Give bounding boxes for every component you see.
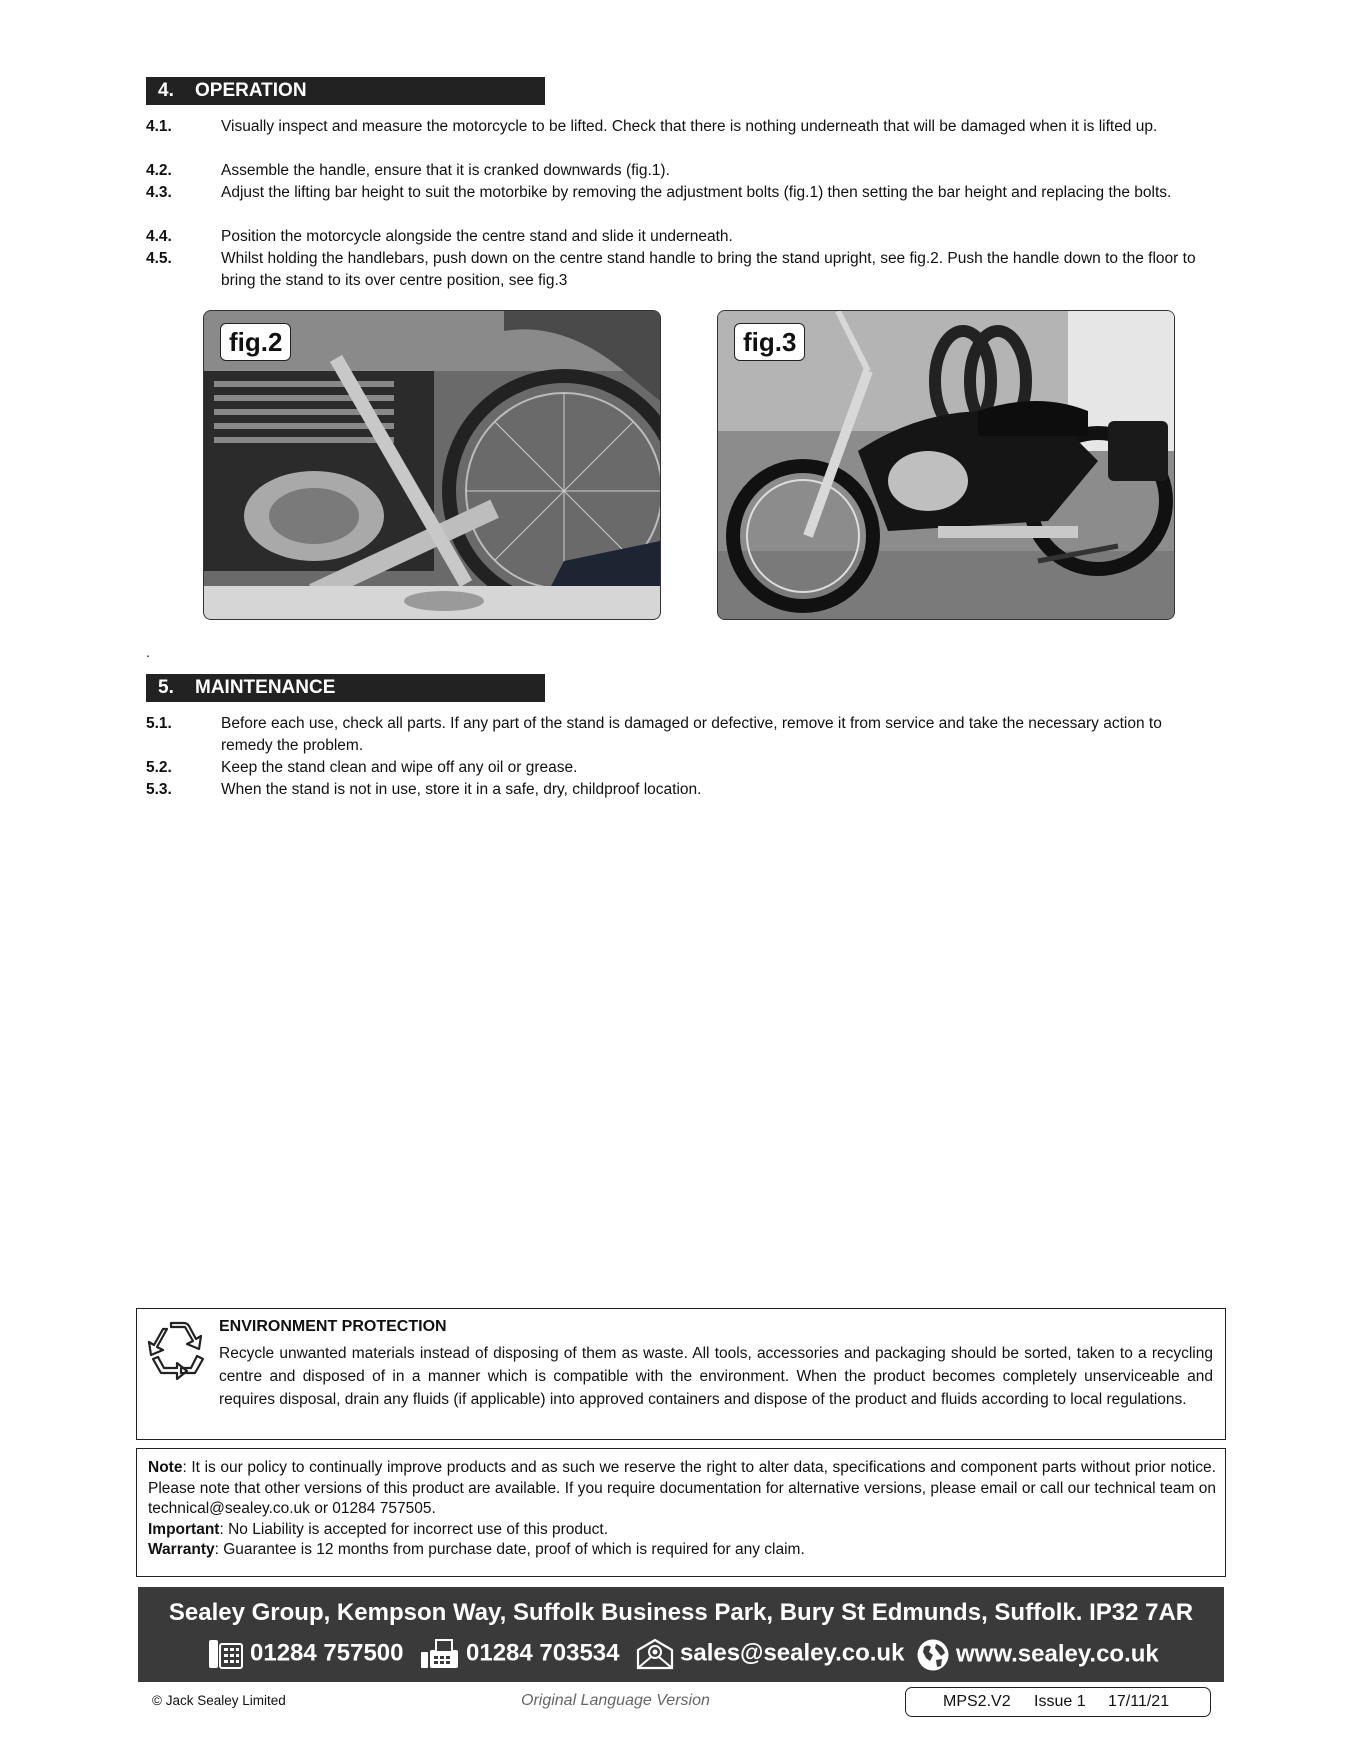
issue-number: Issue 1 [1034,1693,1086,1710]
item-text: Assemble the handle, ensure that it is cranked downwards (fig.1). [221,162,670,179]
note-label: Note [148,1459,183,1476]
copyright: © Jack Sealey Limited [152,1693,286,1708]
stray-mark: . [146,644,150,660]
item-text: Before each use, check all parts. If any part of the stand is damaged or defective, remove it from service and take the necessary action to remedy the problem. [221,715,1162,754]
figure-label: fig.2 [220,323,291,361]
figure-2-photo [203,310,661,620]
item-text: Whilst holding the handlebars, push down on the centre stand handle to bring the stand upright, see fig.2. Push the handle down to the floor to bring the stand to its over centre position, see fig.3 [221,250,1196,289]
section-number: 4. [158,80,174,101]
section-header-maintenance [146,674,545,702]
item-number: 4.3. [146,184,172,201]
warranty-text: : Guarantee is 12 months from purchase date, proof of which is required for any claim. [214,1541,805,1558]
environment-protection-box [136,1308,1226,1440]
important-label: Important [148,1520,220,1538]
item-text: Position the motorcycle alongside the centre stand and slide it underneath. [221,228,733,245]
email-icon [636,1638,674,1670]
website: www.sealey.co.uk [956,1640,1159,1668]
warranty-label: Warranty [148,1541,215,1558]
language-version: Original Language Version [521,1692,710,1709]
phone-contact [208,1638,404,1670]
item-number: 4.4. [146,228,172,245]
phone-number: 01284 757500 [250,1639,404,1667]
document-reference-box [905,1687,1211,1717]
item-number: 4.5. [146,250,172,267]
company-address: Sealey Group, Kempson Way, Suffolk Business Park, Bury St Edmunds, Suffolk. IP32 7AR [168,1599,1194,1626]
web-contact [916,1638,1159,1672]
email-address: sales@sealey.co.uk [680,1639,905,1667]
item-text: Adjust the lifting bar height to suit the motorbike by removing the adjustment bolts (fig.1) then setting the bar height and replacing the bolts. [221,184,1172,201]
section-title: MAINTENANCE [195,677,336,698]
item-number: 5.2. [146,759,172,776]
fax-number: 01284 703534 [466,1639,620,1667]
recycle-icon [147,1321,209,1383]
section-title: OPERATION [195,80,307,101]
item-number: 5.3. [146,781,172,798]
environment-text: Recycle unwanted materials instead of disposing of them as waste. All tools, accessories and packaging should be sorted, taken to a recycling centre and disposed of in a manner which is compatible with the environment. When the product becomes completely unserviceable and requires disposal, drain any fluids (if applicable) into approved containers and dispose of the product and fluids according to local regulations. [219,1345,1213,1408]
email-contact [636,1638,904,1670]
phone-icon [208,1638,244,1670]
fax-contact [420,1638,620,1670]
item-text: When the stand is not in use, store it in a safe, dry, childproof location. [221,781,702,798]
note-text: : It is our policy to continually improve products and as such we reserve the right to alter data, specifications and component parts without prior notice. Please note that other versions of this product are available. If you require documentation for alternative versions, please email or call our technical team on technical@sealey.co.uk or 01284 757505. [148,1459,1216,1517]
item-number: 4.1. [146,118,172,135]
fax-icon [420,1638,460,1670]
important-text: : No Liability is accepted for incorrect use of this product. [219,1520,609,1538]
item-text: Visually inspect and measure the motorcycle to be lifted. Check that there is nothing underneath that will be damaged when it is lifted up. [221,118,1158,135]
section-header-operation [146,77,545,105]
environment-title: ENVIRONMENT PROTECTION [219,1318,447,1335]
figure-3-photo [717,310,1175,620]
footer-contact-band [138,1587,1224,1682]
globe-icon [916,1638,950,1672]
figure-label: fig.3 [734,323,805,361]
notes-text [148,1458,1216,1561]
issue-date: 17/11/21 [1108,1693,1170,1710]
model-number: MPS2.V2 [943,1693,1011,1710]
notes-box [136,1448,1226,1577]
item-number: 5.1. [146,715,172,732]
item-number: 4.2. [146,162,172,179]
section-number: 5. [158,677,174,698]
item-text: Keep the stand clean and wipe off any oil or grease. [221,759,578,776]
